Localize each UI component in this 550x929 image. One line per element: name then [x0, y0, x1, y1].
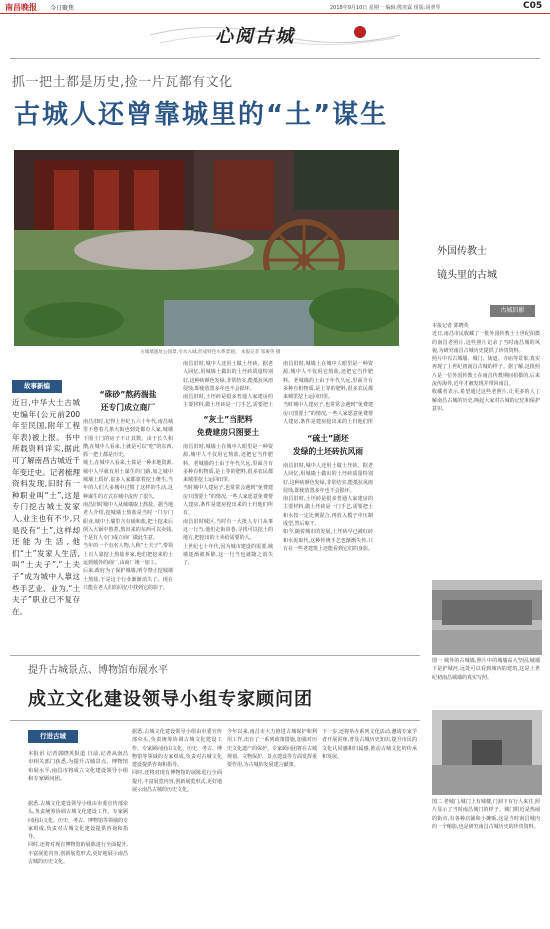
page-number: C05: [523, 1, 543, 11]
divider: [10, 655, 420, 656]
story-tag: 故事新编: [12, 380, 62, 393]
lead-paragraph: 近日,中华大土古城史编年(公元前200年至民国,附年工程年表)被上报。书中所载资料详实,据此可了解南昌古城近千年变迁史。记者梳理资料发现,旧时有一种职业叫“土”,这是专门挖古城土发家人,业主也有不少,只是没有“土”,这样却还能为生活,他们“土”发家人生活,叫“土夫子”,“土夫子”成为城中人靠这些手艺业、业为,“土夫子”职业已不复存在。: [12, 398, 80, 616]
story-tag-2: 行进古城: [28, 730, 78, 743]
article-title: 古城人还曾靠城里的“土”谋生: [14, 100, 389, 130]
article2-subtitle: 提升古城景点、博物馆布展水平: [28, 665, 168, 676]
sidebar-heading-2: 镜头里的古城: [437, 270, 497, 281]
section-title-1: “硃砂”熬药湍盐 还专门成立商厂: [99, 390, 157, 412]
section-tag: 古城旧影: [490, 305, 535, 317]
divider: [10, 58, 540, 59]
photo-caption-2: 图二 老城门,城门上有城楼,门洞下有行人来往,照片显示了当时南昌城门的样子。城门附近是热闹的街市,有各种店铺和小摊贩,这是当时南昌城内的一个缩影,也是研究南昌古城历史的珍贵资料。: [432, 799, 540, 830]
article2-title: 成立文化建设领导小组专家顾问团: [28, 689, 313, 710]
photo-caption-1: 图一 城外的古城墙,照片中的城墙高大坚固,城墙下是护城河,远处可以看到城内的建筑,这是上世纪初南昌城墙的真实写照。: [432, 658, 540, 681]
article2-body: 据悉,古城文化建设领导小组由市委宣传部牵头,负责统筹协调古城文化建设工作。专家顾问团由文化、历史、考古、博物馆等领域的专家组成,负责对古城文化建设提供咨询和指导。 同时,还将对现有博物馆的展陈进行全面提升,丰富展览内容,创新展览形式,更好地展示南昌古城的历史文化。: [28, 801, 128, 866]
page-header: [0, 0, 550, 14]
newspaper-logo: 南昌晚报: [5, 2, 37, 12]
divider: [10, 720, 420, 721]
old-photo-2: [432, 710, 542, 795]
old-photo-1: [432, 580, 542, 655]
ancient-city-photo: [14, 150, 399, 346]
section-title-3: “硫土”剧坯 发绿的土坯砖抗风雨: [292, 434, 364, 456]
section-name: 今日聚焦: [50, 5, 75, 12]
article2-lead: 本报讯 记者郭晓英报道 日前,记者从南昌市相关部门获悉,为提升古城景点、博物馆布展水平,南昌市将成立文化建设领导小组和专家顾问团。: [28, 751, 128, 782]
section-body-3: 南昌旧时,城中人还用土做土坯砖。据老人回忆,用城墙土做出的土坯砖质量特别好,这种砖颜色发绿,非常结实,能抵抗风雨侵蚀,即使放置多年也不会损坏。 南昌旧时,土坯砖是很多普通人家建房的主要材料,做土坯砖是一门手艺,需要把土和水按一定比例混合,再放入模子中压制成型,然后晾干。 如今,随着城市的发展,土坯砖早已被红砖和水泥取代,这种传统手艺也渐渐失传,只有在一些老建筑上还能看到它们的身影。: [283, 463, 373, 552]
section-body-2: 南昌旧时,城墙土在城中人眼里是一种资源,城中人不仅用它熬盐,还把它当作肥料。老城墙的土由于年代久远,里面含有多种有机物质,是上等的肥料,很多农民都来城里挖土运回田里。 当时城中人建房子,也常常会遇到“免费建房只图要土”的情况,一些人家愿意免费帮人建房,条件是建房挖出来的土归他们所有。 南昌旧时城区,当时有一大批人专门从事这一行当,他们走街串巷,寻找可以挖土的地方,把挖出的土卖给需要的人。 上世纪七十年代,因为城市建设的需要,城墙逐渐被拆除,这一行当也就随之消失了。: [183, 444, 273, 567]
article2-body-2: 据悉,古城文化建设领导小组由市委宣传部牵头,负责统筹协调古城文化建设工作。专家顾问团由文化、历史、考古、博物馆等领域的专家组成,负责对古城文化建设提供咨询和指导。 同时,还将对现有博物馆的展陈进行全面提升,丰富展览内容,创新展览形式,更好地展示南昌古城的历史文化。: [132, 729, 222, 794]
section-body-1: 南昌旧时,记得上世纪五六十年代,南昌城里不愁着几条大街也到处都有人家,城墙下围土门的房子不计其数。由于长久积攒,在城中人看来,土就是可以“吃”的东西,抓一把土都是历史。 城土,在城中人看来,土算是一种本地资源,城中人早就有用土谋生的门路,加之城中城墙土质好,很多人家都靠着挖土维生,当年的人们大多城中过惯了这样的生活,这种谋生的方式在城中流传了很久。 南昌旧时城中人从城墙取土熬盐。据当地老人介绍,挖城墙土熬盐是当时一门专门职业,城中土墙里含有硝和盐,把土挖来后倒入大锅中熬煮,熬出来的东西可以卖钱,于是有人专门成立商厂做此生意。 当年的一个有名人物,人称“土夫子”,带领上百人靠挖土熬盐养家,他们把挖来的土运到城外的商厂,由商厂统一加工。 后来,政府为了保护城墙,明令禁止挖城墙土熬盐,于是这个行业渐渐消失了。现在只能在老人们的回忆中找到它的影子。: [83, 419, 173, 591]
dateline: 2018年9月10日 星期一 编辑:熊奕霖 组版:胡翠琴: [330, 5, 441, 11]
article-subtitle: 抓一把土都是历史,捡一片瓦都有文化: [12, 75, 233, 90]
sidebar-body: 本报记者 郭晓英 近日,南昌市民收藏了一批外国传教士上世纪拍摄的南昌老照片,这些照片记录了当时南昌城的风貌,为研究南昌古城历史提供了珍贵资料。 照片中有古城墙、城门、街道、寺庙等景象,真实再现了上世纪初南昌古城的样子。据了解,这批照片是一位外国传教士在南昌传教期间拍摄的,后来流传海外,近年才被发现并带回南昌。 收藏者表示,希望通过这些老照片,让更多的人了解南昌古城的历史,唤起大家对古城的记忆和保护意识。: [432, 323, 540, 412]
section-body-2-cont: 南昌旧时,城墙土在城中人眼里是一种资源,城中人不仅用它熬盐,还把它当作肥料。老城墙的土由于年代久远,里面含有多种有机物质,是上等的肥料,很多农民都来城里挖土运回田里。 当时城中人建房子,也常常会遇到“免费建房只图要土”的情况,一些人家愿意免费帮人建房,条件是建房挖出来的土归他们所: [283, 361, 373, 425]
section-title-2: “灰土”当肥料 免费建房只图要土: [196, 415, 260, 437]
article2-body-4: 下一步,还将举办系列文化活动,邀请专家学者开展讲座,普及古城历史知识,提升市民的文化认同感和归属感,推动古城文化的传承和发展。: [322, 729, 417, 760]
sidebar-heading: 外国传教士: [437, 246, 487, 257]
column-title: 心阅古城: [215, 26, 295, 47]
photo-caption: 古城墙遗址公园景,引水入城,形成特色水系景观。 本报记者 邹俊英 摄: [140, 350, 281, 355]
section-body-1-cont: 南昌旧时,城中人还用土做土坯砖。据老人回忆,用城墙土做出的土坯砖质量特别好,这种砖颜色发绿,非常结实,能抵抗风雨侵蚀,即使放置多年也不会损坏。 南昌旧时,土坯砖是很多普通人家建房的主要材料,做土坯砖是一门手艺,需要把土: [183, 361, 273, 408]
article2-body-3: 今年以来,南昌市大力推进古城保护和利用工作,出台了一系列政策措施,加强对历史文化遗产的保护。专家顾问团将在古城规划、文物保护、景点建设等方面发挥重要作用,为古城的发展建言献策。: [227, 729, 317, 769]
